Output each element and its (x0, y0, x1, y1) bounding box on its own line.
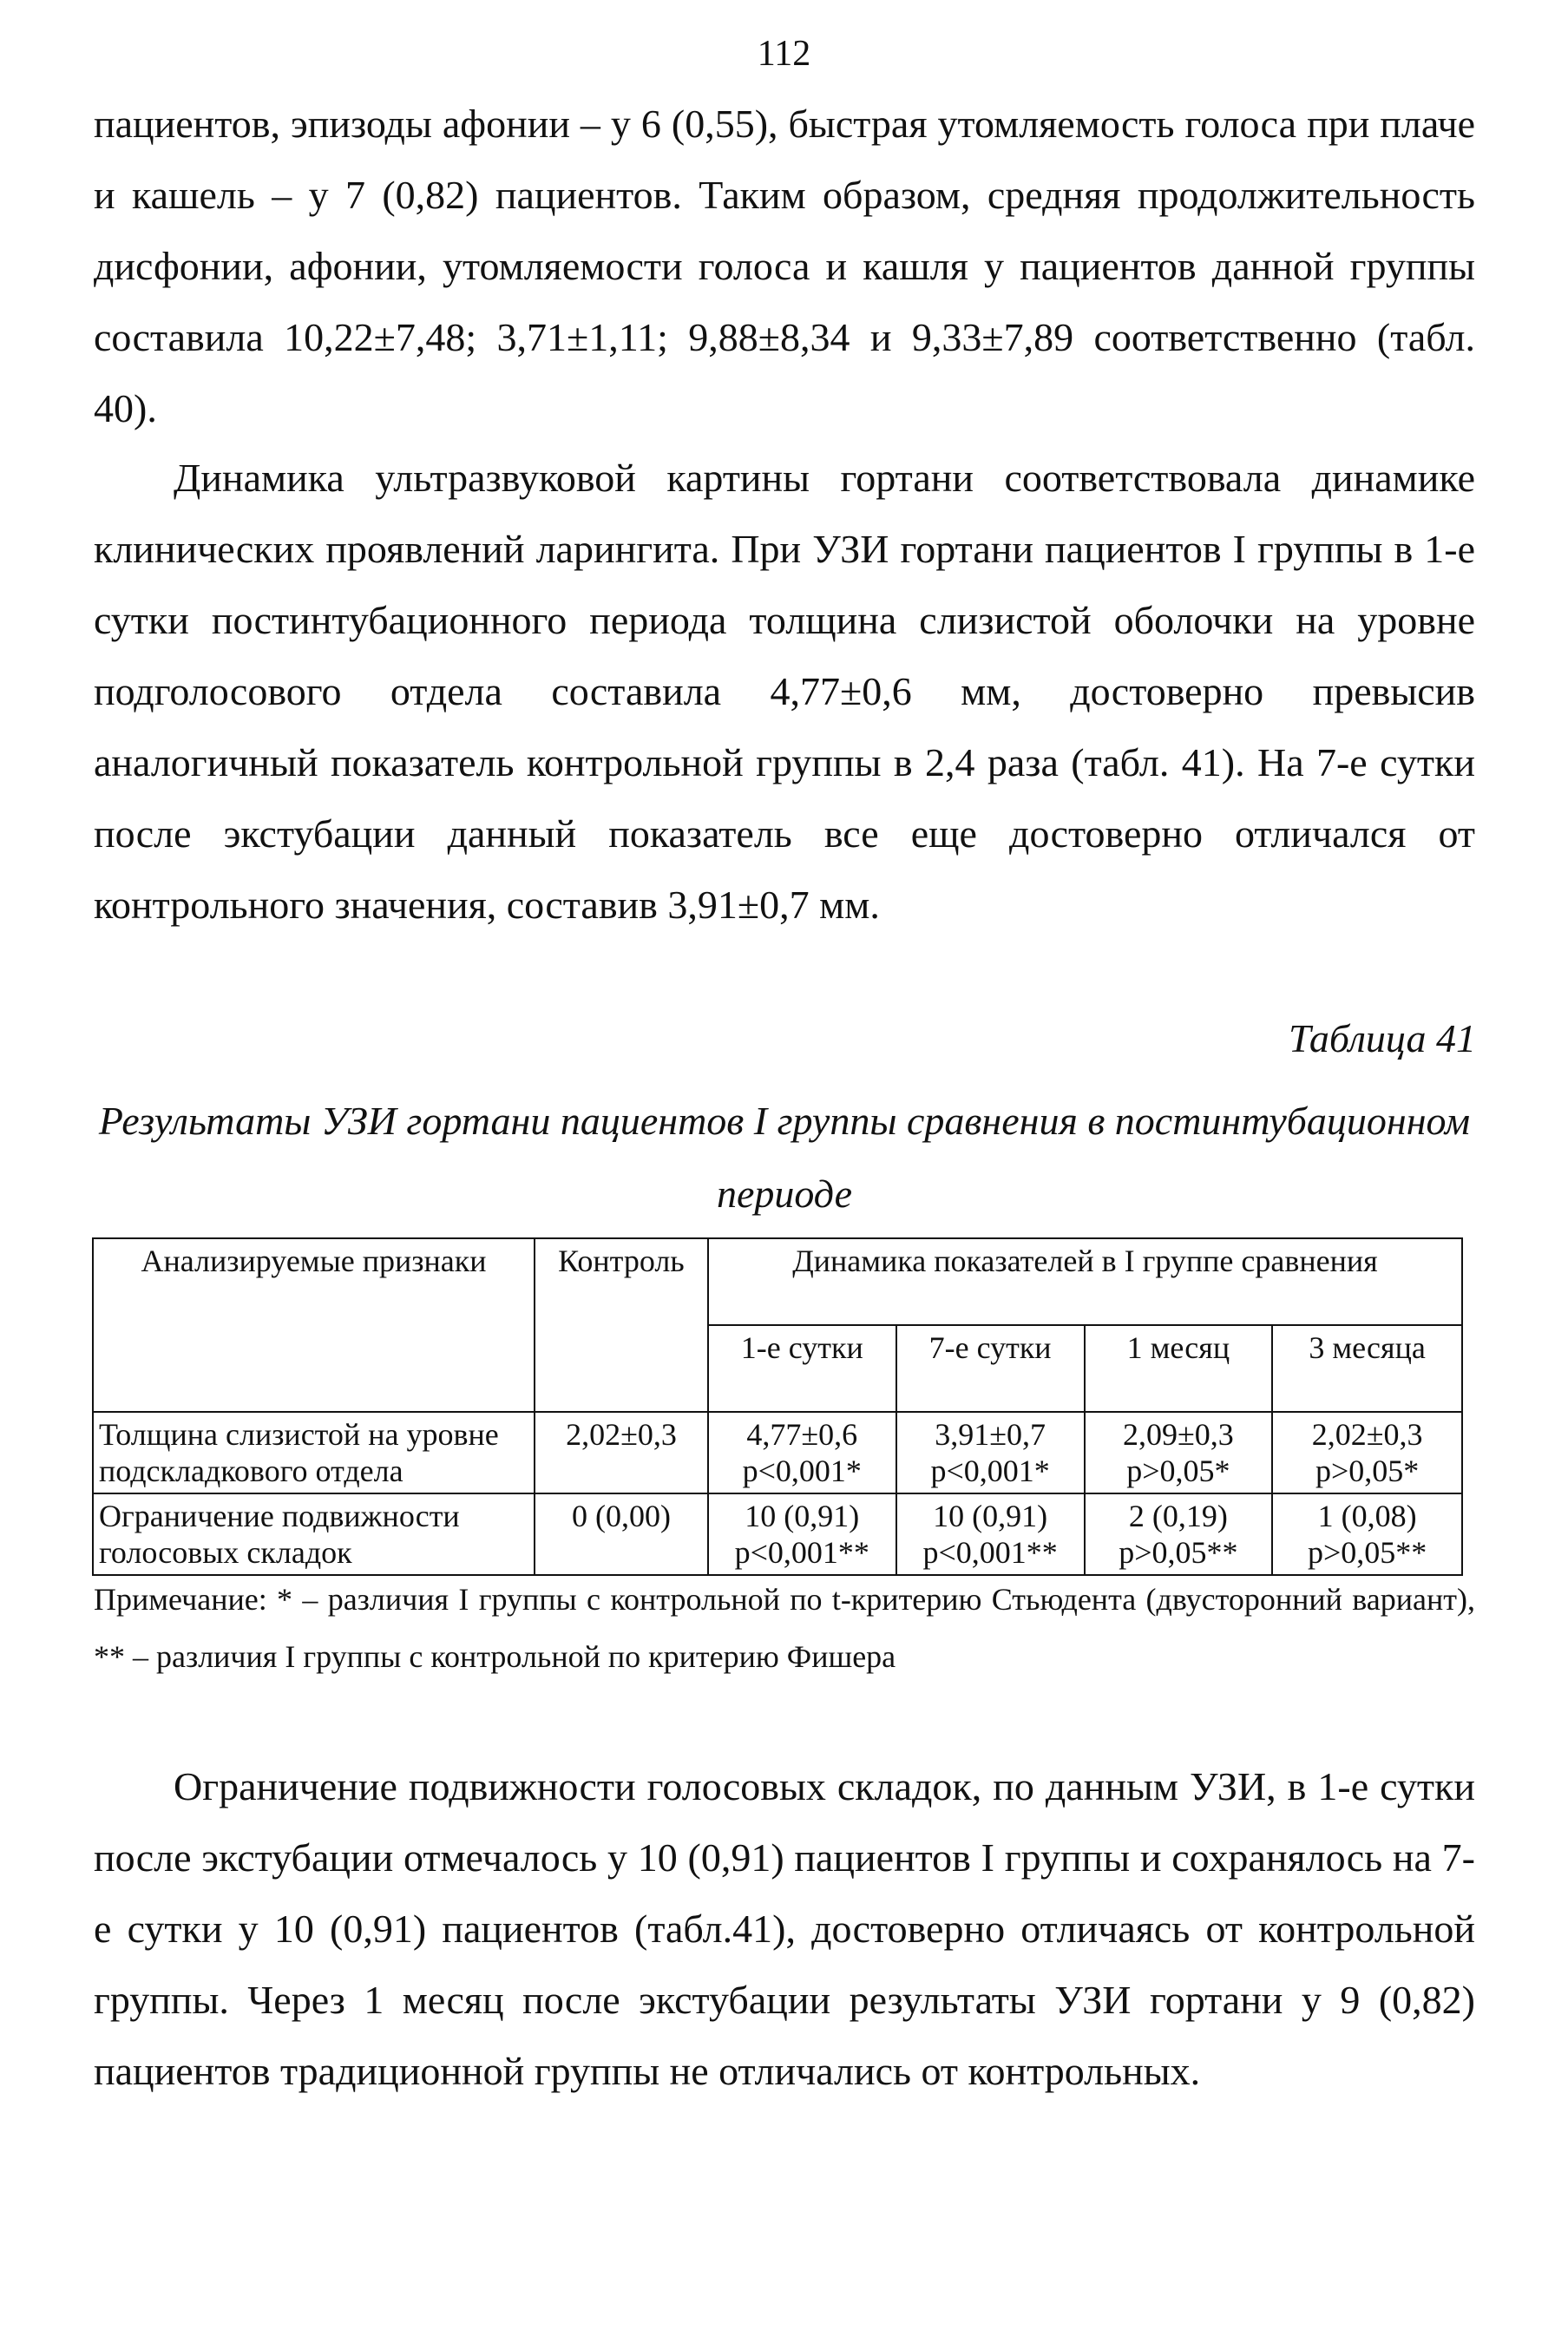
p-value: p<0,001* (742, 1454, 862, 1488)
feature-line: Толщина слизистой на уровне (99, 1417, 499, 1452)
value-cell (1272, 1493, 1462, 1575)
feature-cell (93, 1412, 535, 1493)
header-period: 7-е сутки (896, 1325, 1085, 1412)
value-cell (708, 1412, 896, 1493)
header-features: Анализируемые признаки (93, 1238, 535, 1412)
results-table (92, 1237, 1463, 1576)
value: 2,02±0,3 (1311, 1417, 1423, 1452)
control-cell: 2,02±0,3 (535, 1412, 708, 1493)
value-cell (708, 1493, 896, 1575)
table-label: Таблица 41 (1288, 1016, 1476, 1060)
header-dynamics: Динамика показателей в I группе сравнения (708, 1238, 1462, 1325)
page-number: 112 (757, 34, 811, 74)
p-value: p>0,05* (1315, 1454, 1420, 1488)
p-value: p<0,001** (922, 1535, 1058, 1570)
feature-line: голосовых складок (99, 1535, 352, 1570)
table-note: Примечание: * – различия I группы с контрольной по t-критерию Стьюдента (двусторонний вариант), ** – различия I группы с контрольной по критерию Фишера (94, 1582, 1475, 1674)
p-value: p>0,05** (1119, 1535, 1238, 1570)
value-cell (896, 1493, 1085, 1575)
paragraph-1: пациентов, эпизоды афонии – у 6 (0,55), быстрая утомляемость голоса при плаче и кашель – у 7 (0,82) пациентов. Таким образом, средняя продолжительность дисфонии, афонии, утомляемости голоса и кашля у пациентов данной группы составила 10,22±7,48; 3,71±1,11; 9,88±8,34 и 9,33±7,89 соответственно (табл. 40). (94, 102, 1475, 430)
table-title: Результаты УЗИ гортани пациентов I группы сравнения в постинтубационном периоде (98, 1099, 1471, 1216)
value: 2 (0,19) (1128, 1499, 1228, 1533)
value: 10 (0,91) (745, 1499, 860, 1533)
paragraph-2: Динамика ультразвуковой картины гортани соответствовала динамике клинических проявлений ларингита. При УЗИ гортани пациентов I группы в 1-е сутки постинтубационного периода толщина слизистой оболочки на уровне подголосового отдела составила 4,77±0,6 мм, достоверно превысив аналогичный показатель контрольной группы в 2,4 раза (табл. 41). На 7-е сутки после экстубации данный показатель все еще достоверно отличался от контрольного значения, составив 3,91±0,7 мм. (94, 456, 1475, 927)
feature-line: Ограничение подвижности (99, 1499, 460, 1533)
value: 3,91±0,7 (935, 1417, 1046, 1452)
paragraph-3: Ограничение подвижности голосовых складок, по данным УЗИ, в 1-е сутки после экстубации отмечалось у 10 (0,91) пациентов I группы и сохранялось на 7-е сутки у 10 (0,91) пациентов (табл.41), достоверно отличаясь от контрольной группы. Через 1 месяц после экстубации результаты УЗИ гортани у 9 (0,82) пациентов традиционной группы не отличались от контрольных. (94, 1764, 1475, 2093)
value: 4,77±0,6 (746, 1417, 858, 1452)
value-cell (1085, 1412, 1273, 1493)
value-cell (1085, 1493, 1273, 1575)
feature-line: подскладкового отдела (99, 1454, 403, 1488)
header-control: Контроль (535, 1238, 708, 1412)
value-cell (896, 1412, 1085, 1493)
value: 10 (0,91) (933, 1499, 1048, 1533)
p-value: p>0,05* (1126, 1454, 1230, 1488)
value-cell (1272, 1412, 1462, 1493)
table-row (93, 1412, 1462, 1493)
header-period: 1-е сутки (708, 1325, 896, 1412)
value: 1 (0,08) (1317, 1499, 1417, 1533)
p-value: p<0,001** (734, 1535, 869, 1570)
value: 2,09±0,3 (1122, 1417, 1234, 1452)
p-value: p<0,001* (930, 1454, 1050, 1488)
feature-cell (93, 1493, 535, 1575)
table-row (93, 1493, 1462, 1575)
header-period: 1 месяц (1085, 1325, 1273, 1412)
header-period: 3 месяца (1272, 1325, 1462, 1412)
control-cell: 0 (0,00) (535, 1493, 708, 1575)
p-value: p>0,05** (1307, 1535, 1427, 1570)
